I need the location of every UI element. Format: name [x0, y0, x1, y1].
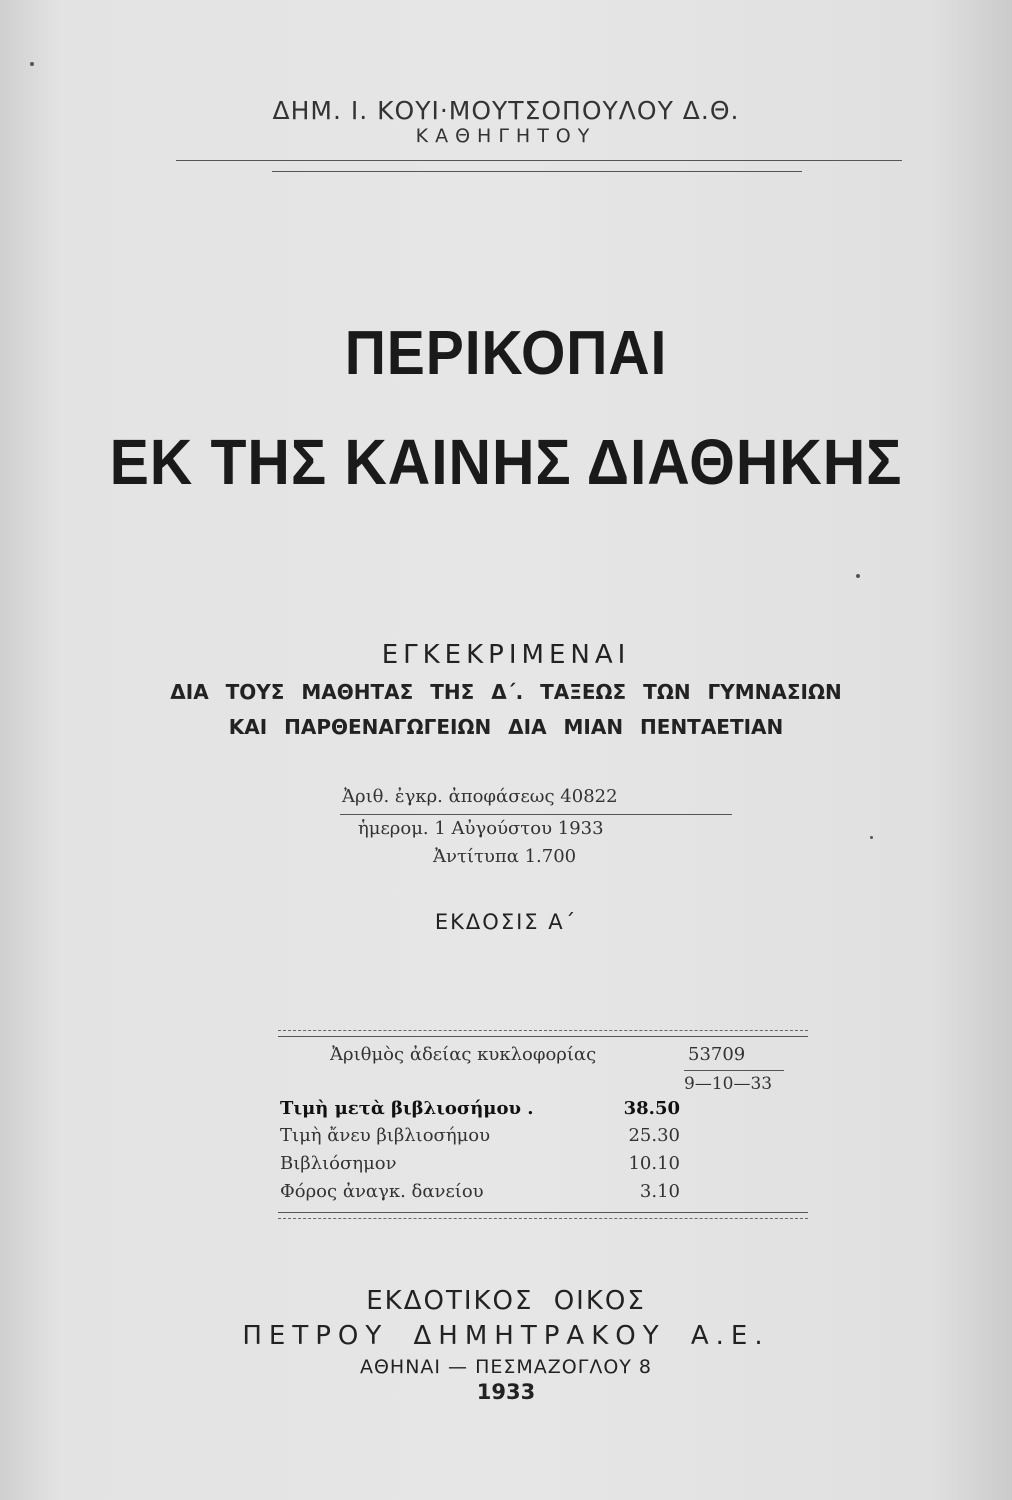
publisher-name: ΠΕΤΡΟΥ ΔΗΜΗΤΡΑΚΟΥ Α.Ε. [242, 1321, 770, 1351]
price-box-rule-bottom-2 [278, 1218, 808, 1219]
decision-underline [340, 814, 732, 815]
circulation-permit-label: Ἀριθμὸς ἀδείας κυκλοφορίας [330, 1044, 597, 1065]
price-value: 10.10 [628, 1153, 680, 1174]
price-label: Τιμὴ ἄνευ βιβλιοσήμου [280, 1125, 491, 1146]
circulation-permit-number: 53709 [688, 1044, 746, 1065]
author-name: ΔΗΜ. Ι. ΚΟΥΙ·ΜΟΥΤΣΟΠΟΥΛΟΥ Δ.Θ. [272, 96, 740, 125]
edition: ΕΚΔΟΣΙΣ Α΄ [434, 910, 578, 934]
print-speck [856, 574, 860, 578]
price-box-rule-bottom-1 [278, 1212, 808, 1213]
copies-count: Ἀντίτυπα 1.700 [433, 846, 577, 867]
price-label: Τιμὴ μετὰ βιβλιοσήμου . [280, 1098, 534, 1119]
circulation-permit-date: 9—10—33 [684, 1074, 773, 1094]
approval-line-2: ΚΑΙ ΠΑΡΘΕΝΑΓΩΓΕΙΩΝ ΔΙΑ ΜΙΑΝ ΠΕΝΤΑΕΤΙΑΝ [228, 715, 784, 739]
approval-decision-number: Ἀριθ. ἐγκρ. ἀποφάσεως 40822 [342, 786, 618, 807]
price-value: 38.50 [623, 1098, 680, 1119]
approval-heading: ΕΓΚΕΚΡΙΜΕΝΑΙ [381, 640, 631, 670]
price-box-rule-top-1 [278, 1030, 808, 1031]
header-rule-top [176, 160, 902, 161]
print-speck [30, 62, 34, 66]
permit-number-underline [684, 1070, 784, 1071]
publisher-address: ΑΘΗΝΑΙ — ΠΕΣΜΑΖΟΓΛΟΥ 8 [359, 1356, 653, 1378]
header-rule-bottom [272, 171, 802, 172]
book-title-line-2: ΕΚ ΤΗΣ ΚΑΙΝΗΣ ΔΙΑΘΗΚΗΣ [109, 426, 903, 498]
price-label: Φόρος ἀναγκ. δανείου [280, 1181, 484, 1202]
price-value: 25.30 [628, 1125, 680, 1146]
approval-date: ἡμερομ. 1 Αὐγούστου 1933 [358, 818, 604, 839]
author-title: ΚΑΘΗΓΗΤΟΥ [415, 125, 597, 147]
price-box-rule-top-2 [278, 1036, 808, 1037]
approval-line-1: ΔΙΑ ΤΟΥΣ ΜΑΘΗΤΑΣ ΤΗΣ Δ΄. ΤΑΞΕΩΣ ΤΩΝ ΓΥΜΝΑΣΙΩΝ [170, 680, 842, 704]
print-speck [870, 836, 873, 839]
publication-year: 1933 [476, 1380, 536, 1404]
price-value: 3.10 [639, 1181, 680, 1202]
price-label: Βιβλιόσημον [280, 1153, 397, 1174]
book-title-line-1: ΠΕΡΙΚΟΠΑΙ [344, 319, 668, 388]
publisher-house: ΕΚΔΟΤΙΚΟΣ ΟΙΚΟΣ [366, 1286, 646, 1316]
